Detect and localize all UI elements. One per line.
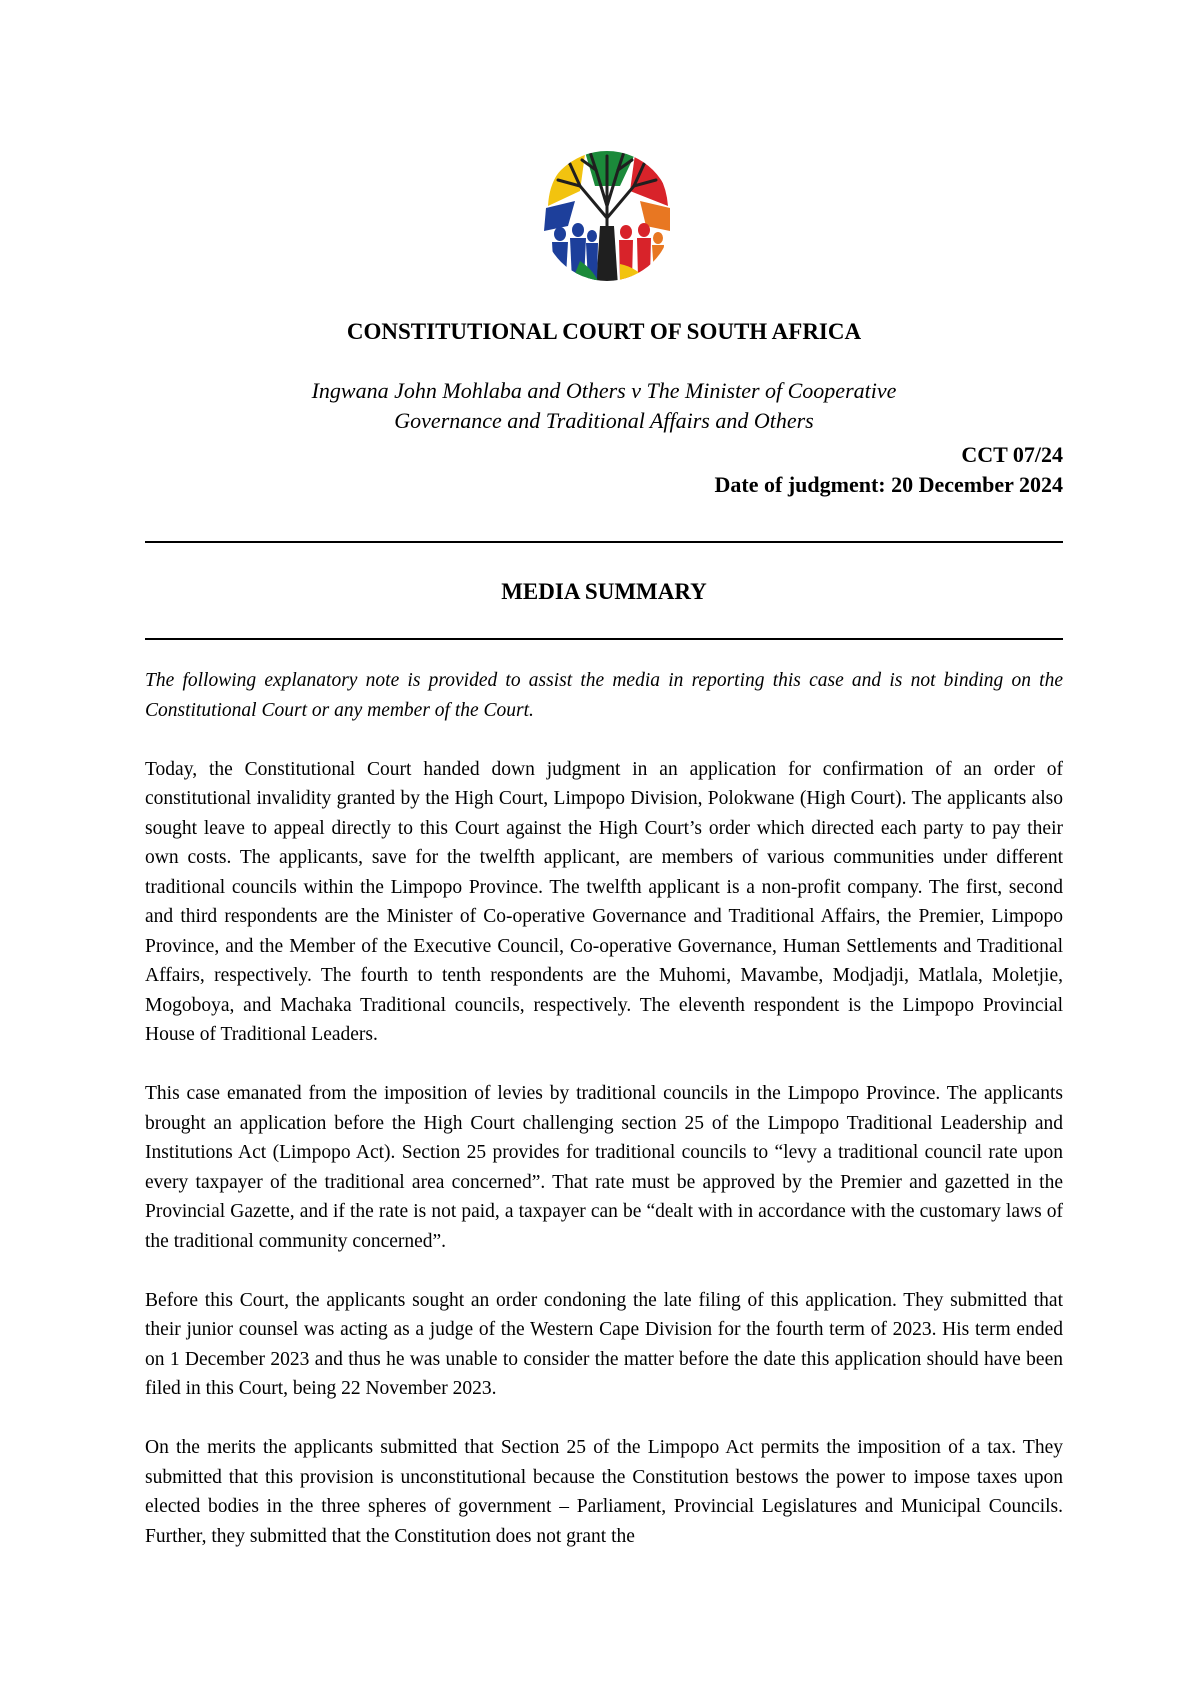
case-title bbox=[145, 376, 1063, 436]
paragraph-condonation: Before this Court, the applicants sought an order condoning the late filing of this application. They submitted that their junior counsel was acting as a judge of the Western Cape Division for the fourth term of 2023. His term ended on 1 December 2023 and thus he was unable to consider the matter before the date this application should have been filed in this Court, being 22 November 2023. bbox=[145, 1289, 1063, 1399]
explanatory-note: The following explanatory note is provided to assist the media in reporting this case and is not binding on the Constitutional Court or any member of the Court. bbox=[145, 670, 1063, 721]
paragraph-case-background: This case emanated from the imposition of levies by traditional councils in the Limpopo Province. The applicants brought an application before the High Court challenging section 25 of the Limpopo Traditional Leadership and Institutions Act (Limpopo Act). Section 25 provides for traditional councils to “levy a traditional council rate upon every taxpayer of the traditional area concerned”. That rate must be approved by the Premier and gazetted in the Provincial Gazette, and if the rate is not paid, a taxpayer can be “dealt with in accordance with the customary laws of the traditional community concerned”. bbox=[145, 1083, 1063, 1252]
paragraph-judgment-overview: Today, the Constitutional Court handed down judgment in an application for confirmation of an order of constitutional invalidity granted by the High Court, Limpopo Division, Polokwane (High Court). The applicants also sought leave to appeal directly to this Court against the High Court’s order which directed each party to pay their own costs. The applicants, save for the twelfth applicant, are members of various communities under different traditional councils within the Limpopo Province. The twelfth applicant is a non-profit company. The first, second and third respondents are the Minister of Co-operative Governance and Traditional Affairs, the Premier, Limpopo Province, and the Member of the Executive Council, Co-operative Governance, Human Settlements and Traditional Affairs, respectively. The fourth to tenth respondents are the Muhomi, Mavambe, Modjadji, Matlala, Moletjie, Mogoboya, and Machaka Traditional councils, respectively. The eleventh respondent is the Limpopo Provincial House of Traditional Leaders. bbox=[145, 758, 1063, 1045]
horizontal-rule-top bbox=[145, 541, 1063, 543]
media-summary-heading: MEDIA SUMMARY bbox=[501, 579, 707, 604]
judgment-date: Date of judgment: 20 December 2024 bbox=[714, 472, 1063, 497]
document-page bbox=[145, 0, 1063, 1696]
court-name-heading: CONSTITUTIONAL COURT OF SOUTH AFRICA bbox=[346, 319, 862, 344]
case-title-line-2: Governance and Traditional Affairs and Others bbox=[394, 408, 814, 433]
constitutional-court-logo-icon bbox=[540, 146, 674, 286]
case-number: CCT 07/24 bbox=[961, 442, 1063, 467]
horizontal-rule-bottom bbox=[145, 638, 1063, 640]
paragraph-merits: On the merits the applicants submitted that Section 25 of the Limpopo Act permits the imposition of a tax. They submitted that this provision is unconstitutional because the Constitution bestows the power to impose taxes upon elected bodies in the three spheres of government – Parliament, Provincial Legislatures and Municipal Councils. Further, they submitted that the Constitution does not grant the bbox=[145, 1437, 1063, 1547]
summary-body bbox=[145, 666, 1063, 1581]
case-title-line-1: Ingwana John Mohlaba and Others v The Minister of Cooperative bbox=[311, 378, 897, 403]
